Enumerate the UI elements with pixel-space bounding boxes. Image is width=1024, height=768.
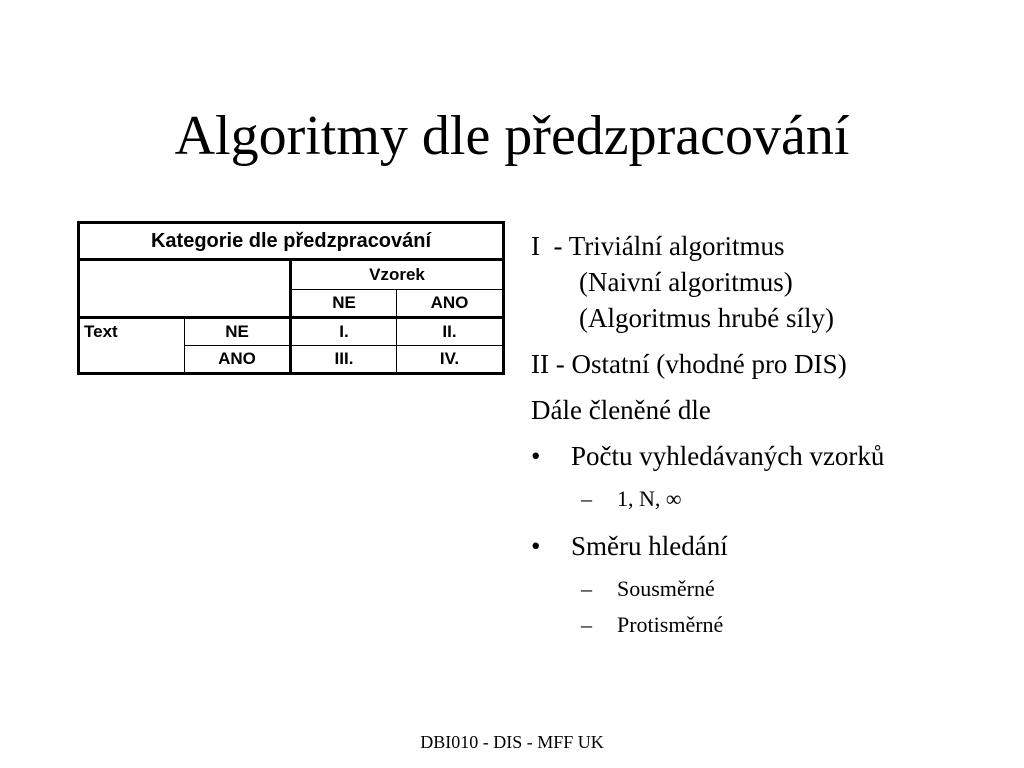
item-trivial-label: I - Triviální algoritmus [531,231,785,261]
cell-ano-ano: IV. [397,346,504,374]
slide-footer: DBI010 - DIS - MFF UK [420,732,604,752]
col-header-ano: ANO [397,290,504,318]
bullet-pattern-count [531,438,1001,474]
sub-item-text: Sousměrné [617,576,715,601]
bullet-text: Počtu vyhledávaných vzorků [571,441,885,471]
row-header-ano: ANO [185,346,291,374]
vzorek-header: Vzorek [291,260,504,290]
slide-title: Algoritmy dle předzpracování [174,105,850,167]
cell-ne-ne: I. [291,318,397,346]
text-row-header: Text [79,318,185,374]
item-divided: Dále členěné dle [531,395,711,425]
item-trivial-line3: (Algoritmus hrubé síly) [579,303,834,333]
sub-item-text: 1, N, ∞ [617,486,682,511]
sub-item-text: Protisměrné [617,612,724,637]
table-header: Kategorie dle předzpracování [79,223,504,260]
row-header-ne: NE [185,318,291,346]
dash-mark: – [581,576,592,601]
sub-item-forward [579,574,1001,604]
category-table [77,221,505,375]
bullet-search-direction [531,528,1001,564]
bullet-mark: • [531,441,541,471]
sub-item-backward [579,610,1001,640]
dash-mark: – [581,486,592,511]
bullet-text: Směru hledání [571,531,728,561]
item-trivial [531,228,1001,336]
col-header-ne: NE [291,290,397,318]
table-corner-cell [79,260,291,318]
cell-ne-ano: II. [397,318,504,346]
content-list [531,228,1001,646]
cell-ano-ne: III. [291,346,397,374]
bullet-mark: • [531,531,541,561]
item-trivial-line2: (Naivní algoritmus) [579,267,793,297]
item-other: II - Ostatní (vhodné pro DIS) [531,349,847,379]
dash-mark: – [581,612,592,637]
sub-item-counts [579,484,1001,514]
